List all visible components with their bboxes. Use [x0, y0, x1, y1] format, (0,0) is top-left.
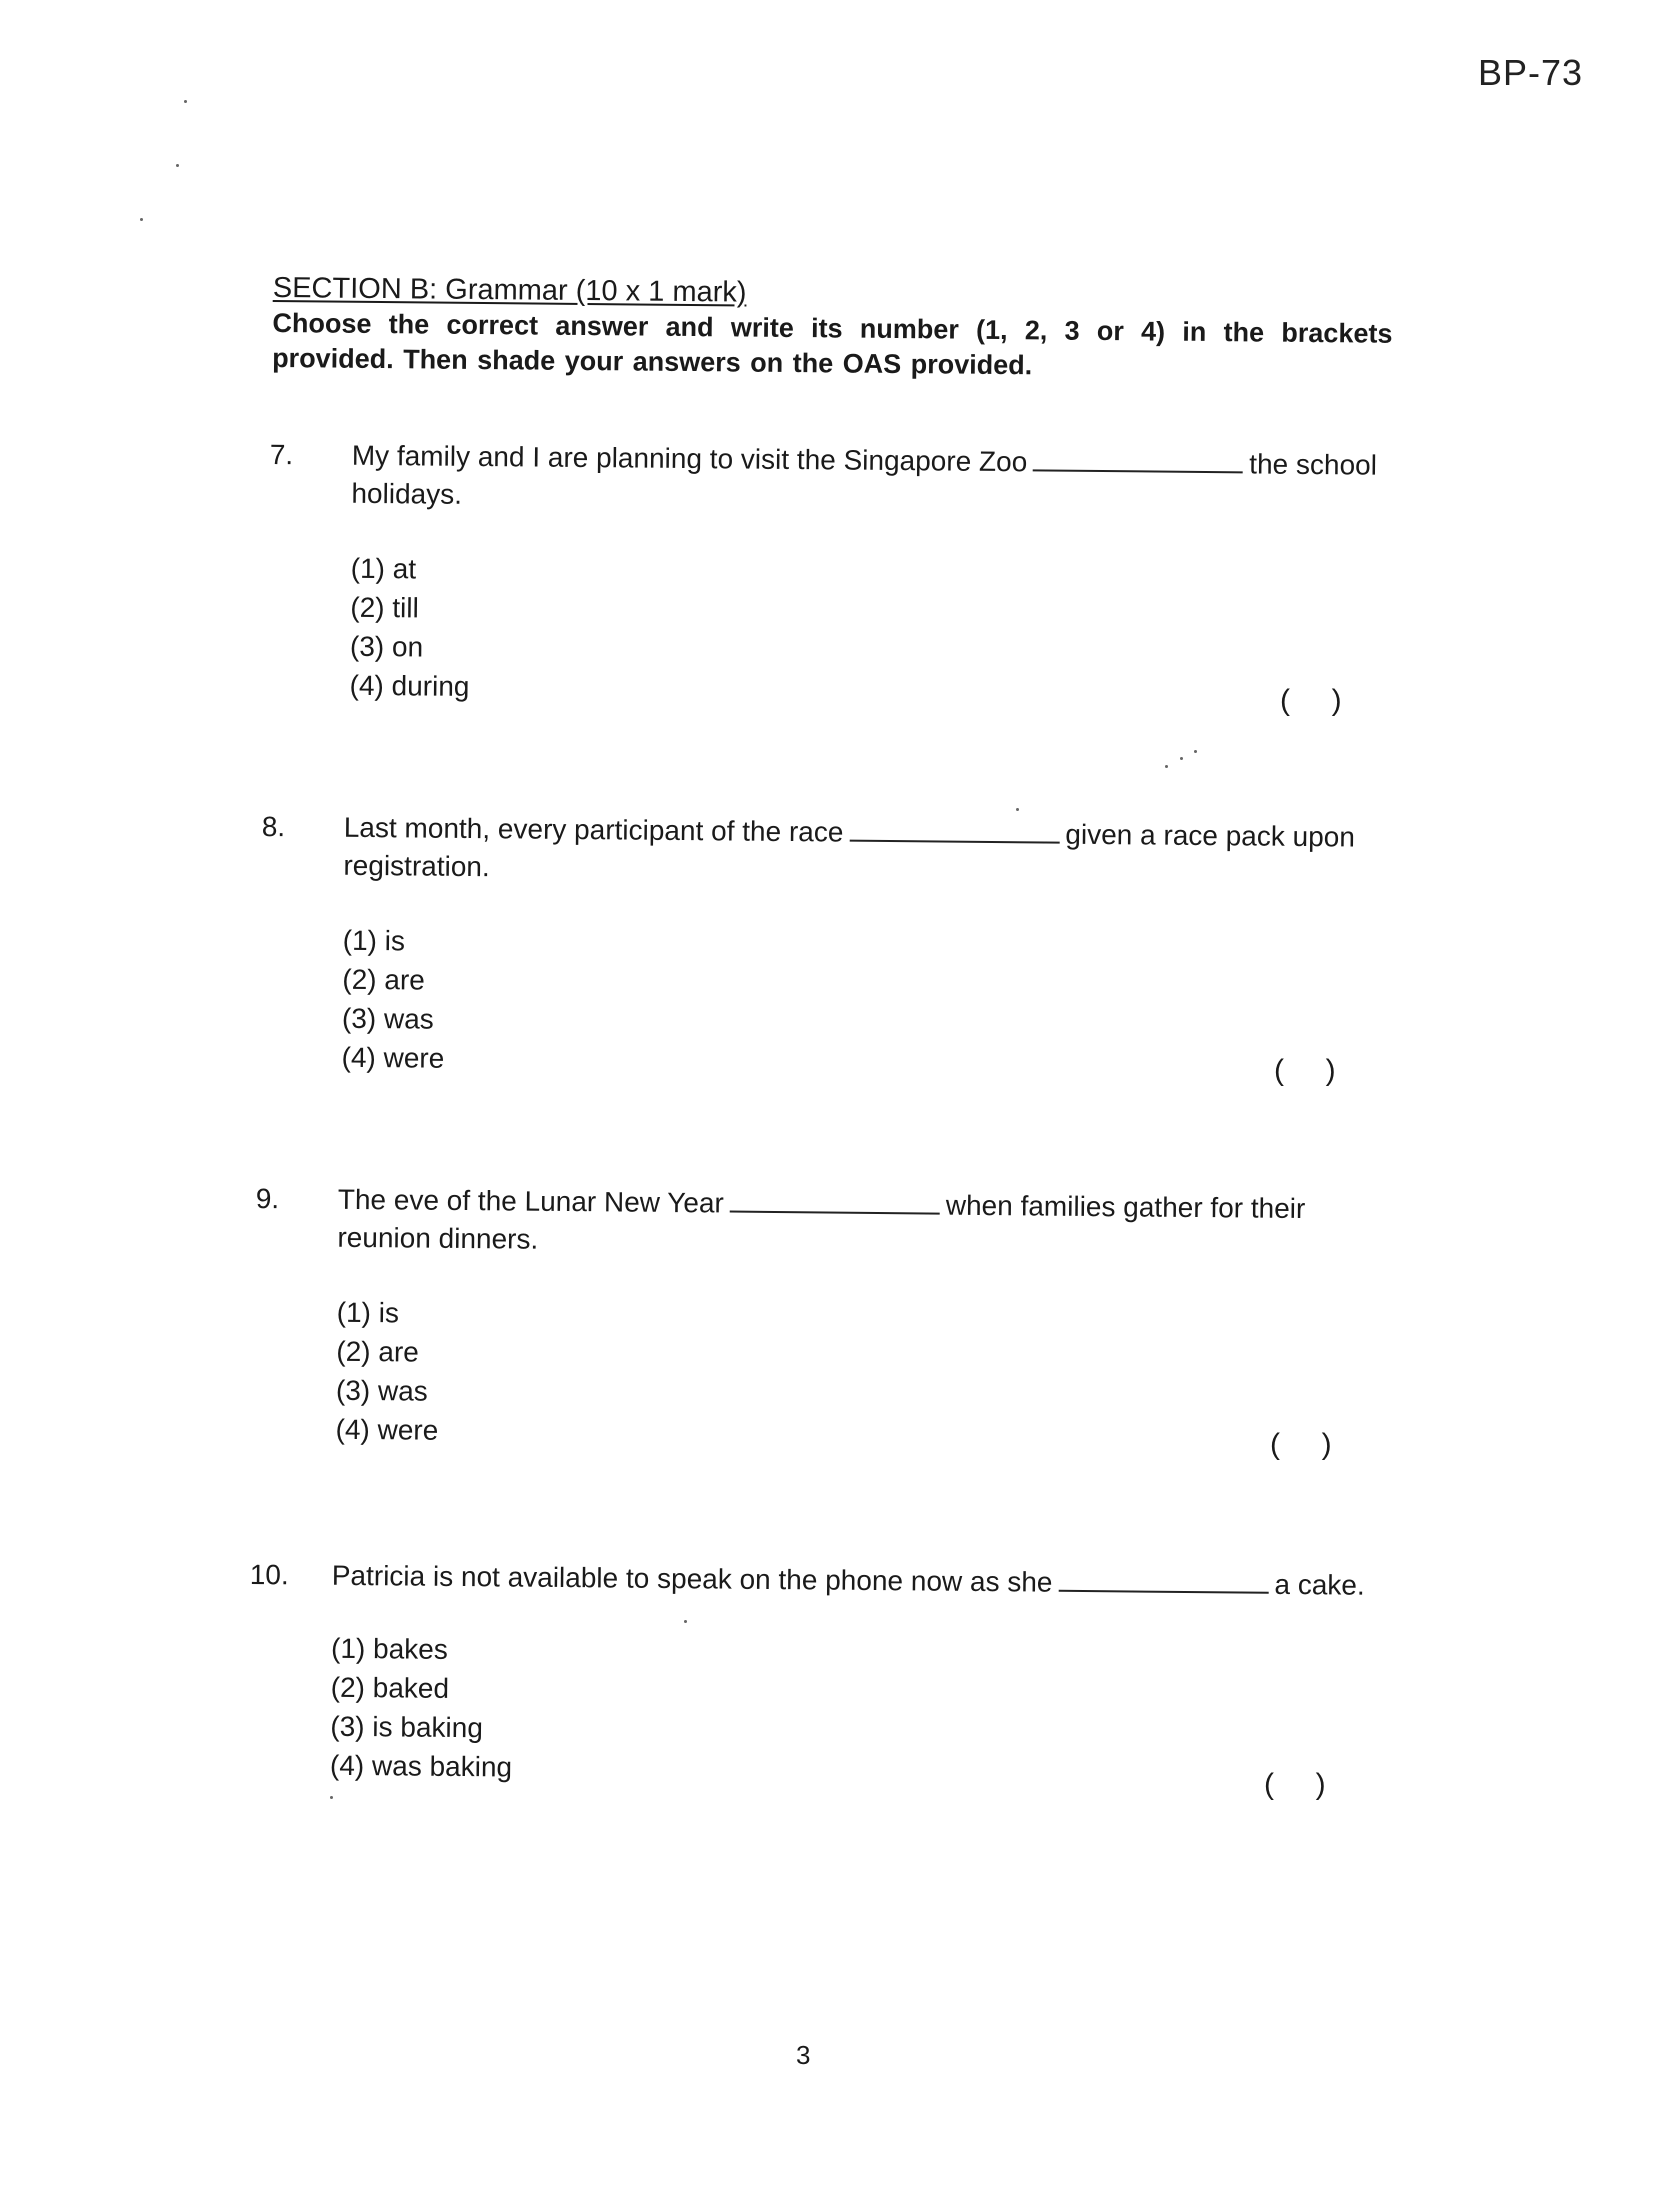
scan-speck: [176, 164, 179, 167]
answer-blank: [1058, 1566, 1268, 1594]
question-number: 10.: [249, 1558, 289, 1591]
bracket-text: ( ): [1280, 684, 1342, 717]
scan-speck: [330, 1796, 333, 1799]
question-number: 7.: [269, 438, 294, 471]
option-1: (1) at: [350, 552, 417, 585]
option-3: (3) on: [349, 630, 424, 663]
stem-before: My family and I are planning to visit the Singapore Zoo: [351, 439, 1028, 478]
option-3: (3) was: [341, 1002, 434, 1035]
scan-speck: [1194, 750, 1197, 753]
answer-blank: [1033, 445, 1243, 473]
option-3: (3) was: [335, 1374, 428, 1407]
bracket-text: ( ): [1264, 1768, 1326, 1801]
option-4: (4) were: [341, 1041, 445, 1074]
stem-after: given a race pack upon: [1065, 818, 1356, 853]
option-2: (2) are: [342, 963, 425, 996]
page-code: BP-73: [1478, 52, 1584, 93]
answer-bracket[interactable]: [1264, 1768, 1326, 1802]
question-8: [261, 808, 1356, 1074]
options-list: [335, 1293, 1376, 1459]
option-4: (4) during: [349, 669, 470, 702]
options-list: [349, 549, 1390, 715]
scan-speck: [1165, 765, 1168, 768]
question-body: [349, 437, 1392, 715]
question-body: [330, 1557, 1372, 1795]
scan-speck: [1180, 757, 1183, 760]
option-1: (1) bakes: [330, 1632, 448, 1665]
section-instructions: Choose the correct answer and write its number (1, 2, 3 or 4) in the brackets provided. Then shade your answers on the OAS provided.: [272, 307, 1393, 381]
answer-blank: [730, 1187, 940, 1215]
answer-bracket[interactable]: [1270, 1428, 1332, 1462]
answer-bracket[interactable]: [1274, 1054, 1336, 1088]
page-number: 3: [796, 2040, 811, 2070]
option-4: (4) was baking: [329, 1749, 513, 1783]
stem-after: the school: [1249, 448, 1378, 481]
option-2: (2) till: [350, 591, 419, 624]
option-3: (3) is baking: [330, 1710, 484, 1744]
scan-speck: [184, 100, 187, 103]
question-number: 9.: [255, 1182, 280, 1215]
question-9: [255, 1180, 1306, 1446]
bracket-text: ( ): [1274, 1054, 1336, 1087]
question-7: [269, 436, 1378, 702]
stem-after: when families gather for their: [945, 1189, 1306, 1225]
stem-continuation: registration.: [343, 849, 490, 883]
options-list: [341, 921, 1382, 1087]
scan-speck: [140, 218, 143, 221]
option-2: (2) are: [336, 1335, 419, 1368]
question-10: [249, 1556, 1365, 1783]
stem-before: The eve of the Lunar New Year: [337, 1183, 724, 1219]
question-stem: [332, 1557, 1372, 1605]
options-list: [330, 1629, 1371, 1795]
stem-before: Last month, every participant of the race: [343, 811, 844, 848]
stem-continuation: reunion dinners.: [337, 1221, 539, 1255]
section-title: SECTION B: Grammar (10 x 1 mark): [272, 271, 747, 309]
option-2: (2) baked: [330, 1671, 450, 1704]
stem-before: Patricia is not available to speak on the phone now as she: [331, 1559, 1053, 1598]
bracket-text: ( ): [1270, 1428, 1332, 1461]
question-body: [341, 809, 1384, 1087]
option-1: (1) is: [336, 1296, 400, 1329]
stem-continuation: holidays.: [351, 477, 463, 510]
stem-after: a cake.: [1274, 1568, 1365, 1601]
question-number: 8.: [261, 810, 286, 843]
option-1: (1) is: [342, 924, 406, 957]
answer-bracket[interactable]: [1280, 684, 1342, 718]
question-body: [335, 1181, 1378, 1459]
scan-speck: [1016, 808, 1019, 811]
option-4: (4) were: [335, 1413, 439, 1446]
section-header: [272, 270, 1393, 387]
answer-blank: [849, 816, 1059, 844]
